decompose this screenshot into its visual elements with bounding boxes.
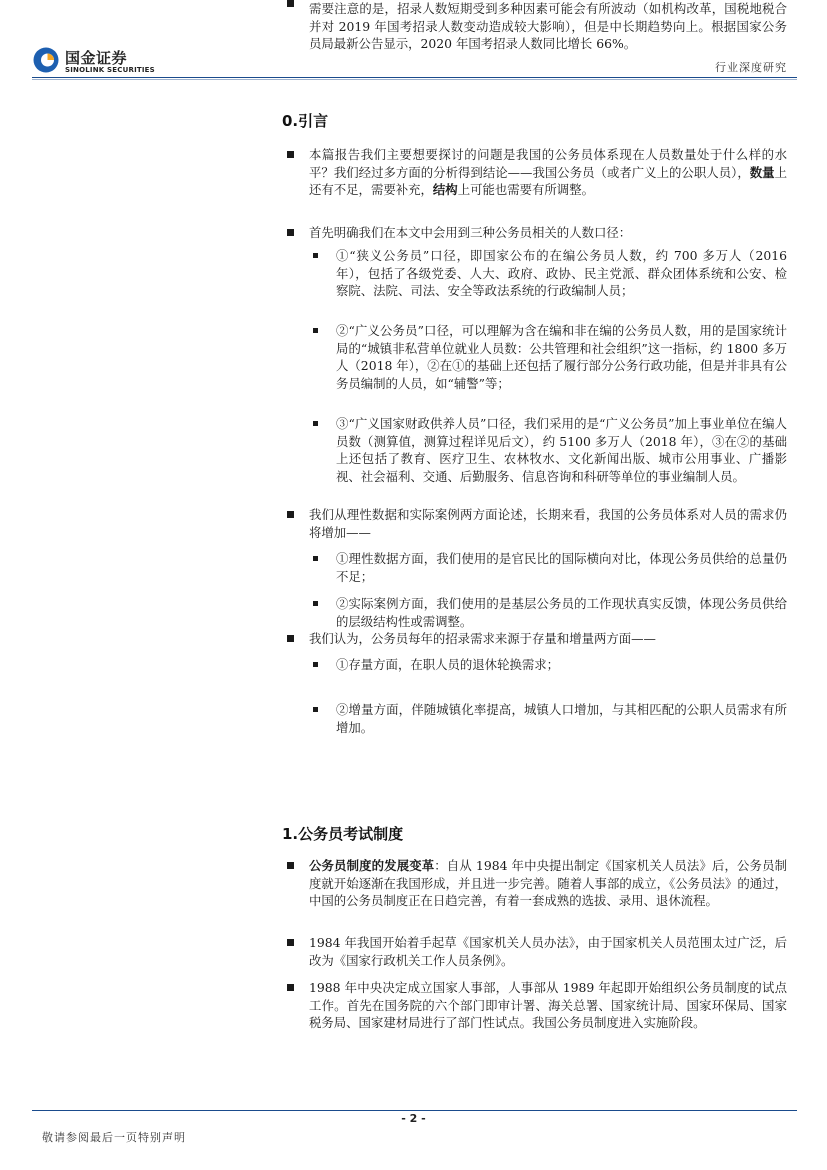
paragraph-text: 我们认为，公务员每年的招录需求来源于存量和增量两方面—— [309, 631, 656, 646]
sinolink-logo-icon [32, 46, 60, 74]
bullet-paragraph [336, 550, 787, 585]
small-square-bullet-icon [313, 328, 318, 333]
emphasis-text: 数量 [749, 164, 775, 180]
small-square-bullet-icon [313, 421, 318, 426]
bullet-paragraph [336, 247, 787, 300]
header-divider [32, 77, 797, 78]
header-divider-thin [32, 79, 797, 80]
bullet-paragraph [309, 0, 787, 53]
logo-text-cn: 国金证券 [65, 49, 128, 67]
paragraph-text: ①理性数据方面，我们使用的是官民比的国际横向对比，体现公务员供给的总量仍不足； [336, 551, 787, 584]
paragraph-text: ③“广义国家财政供养人员”口径，我们采用的是“广义公务员”加上事业单位在编人员数（测算值，测算过程详见后文），约 5100 多万人（2018 年），③在②的基础上还包括了教育、医疗卫生、农林牧水、文化新闻出版、城市公用事业、广播影视、社会福利、交通、后勤服务、信息咨询和科研等单位的事业编制人员。 [336, 416, 787, 484]
square-bullet-icon [287, 635, 294, 642]
paragraph-text: 上可能也需要有所调整。 [457, 182, 594, 198]
page-number: - 2 - [401, 1112, 426, 1125]
small-square-bullet-icon [313, 662, 318, 667]
bullet-paragraph [309, 857, 787, 910]
paragraph-text: ②“广义公务员”口径，可以理解为含在编和非在编的公务员人数，用的是国家统计局的“城镇非私营单位就业人员数：公共管理和社会组织”这一指标，约 1800 多万人（2018 年），②在①的基础上还包括了履行部分公务行政功能，但是并非具有公务员编制的人员，如“辅警”等； [336, 323, 787, 391]
small-square-bullet-icon [313, 556, 318, 561]
company-logo [32, 46, 162, 80]
square-bullet-icon [287, 151, 294, 158]
paragraph-text: ①存量方面，在职人员的退休轮换需求； [336, 657, 560, 672]
paragraph-text: ②实际案例方面，我们使用的是基层公务员的工作现状真实反馈，体现公务员供给的层级结构性或需调整。 [336, 596, 787, 629]
paragraph-text: 1984 年我国开始着手起草《国家机关人员办法》，由于国家机关人员范围太过广泛，后改为《国家行政机关工作人员条例》。 [309, 935, 787, 968]
bullet-paragraph [336, 656, 787, 674]
disclaimer-note: 敬请参阅最后一页特别声明 [42, 1131, 186, 1144]
paragraph-text: 我们从理性数据和实际案例两方面论述，长期来看，我国的公务员体系对人员的需求仍将增加—— [309, 507, 787, 540]
paragraph-text: 本篇报告我们主要想要探讨的问题是我国的公务员体系现在人员数量处于什么样的水平？我们经过多方面的分析得到结论——我国公务员（或者广义上的公职人员）， [309, 147, 787, 180]
paragraph-text: 1988 年中央决定成立国家人事部，人事部从 1989 年起即开始组织公务员制度的试点工作。首先在国务院的六个部门即审计署、海关总署、国家统计局、国家环保局、国家税务局、国家建材局进行了部门性试点。我国公务员制度进入实施阶段。 [309, 980, 787, 1031]
paragraph-text: ①“狭义公务员”口径，即国家公布的在编公务员人数，约 700 多万人（2016 年），包括了各级党委、人大、政府、政协、民主党派、群众团体系统和公安、检察院、法院、司法、安全等政法系统的行政编制人员； [336, 248, 787, 299]
footer-divider [32, 1110, 797, 1111]
small-square-bullet-icon [313, 707, 318, 712]
bullet-paragraph [309, 506, 787, 541]
bullet-paragraph [309, 224, 787, 242]
logo-text-en: SINOLINK SECURITIES [65, 66, 155, 74]
small-square-bullet-icon [313, 601, 318, 606]
small-square-bullet-icon [313, 253, 318, 258]
bullet-paragraph [309, 934, 787, 969]
emphasis-text: 公务员制度的发展变革 [309, 858, 435, 873]
paragraph-text: 上还有不足，需要补充， [309, 164, 787, 198]
bullet-paragraph [336, 595, 787, 630]
paragraph-text: ：自从 1984 年中央提出制定《国家机关人员法》后，公务员制度就开始逐渐在我国形成，并且进一步完善。随着人事部的成立，《公务员法》的通过，中国的公务员制度正在日趋完善，有着一套成熟的选拔、录用、退休流程。 [309, 858, 788, 909]
paragraph-text: 首先明确我们在本文中会用到三种公务员相关的人数口径： [309, 225, 632, 240]
emphasis-text: 结构 [432, 182, 458, 198]
section-heading: 1.公务员考试制度 [282, 825, 404, 843]
square-bullet-icon [287, 939, 294, 946]
bullet-paragraph [309, 630, 787, 648]
square-bullet-icon [287, 862, 294, 869]
bullet-paragraph [309, 146, 787, 199]
square-bullet-icon [287, 511, 294, 518]
bullet-paragraph [336, 415, 787, 485]
paragraph-text: ②增量方面，伴随城镇化率提高，城镇人口增加，与其相匹配的公职人员需求有所增加。 [336, 702, 787, 735]
report-type: 行业深度研究 [715, 61, 787, 74]
bullet-paragraph [336, 322, 787, 392]
square-bullet-icon [287, 984, 294, 991]
section-heading: 0.引言 [282, 112, 329, 130]
square-bullet-icon [287, 0, 294, 7]
bullet-paragraph [336, 701, 787, 736]
square-bullet-icon [287, 229, 294, 236]
bullet-paragraph [309, 979, 787, 1032]
paragraph-text: 需要注意的是，招录人数短期受到多种因素可能会有所波动（如机构改革，国税地税合并对 2019 年国考招录人数变动造成较大影响），但是中长期趋势向上。根据国家公务员局最新公告显示，2020 年国考招录人数同比增长 66%。 [309, 1, 787, 52]
